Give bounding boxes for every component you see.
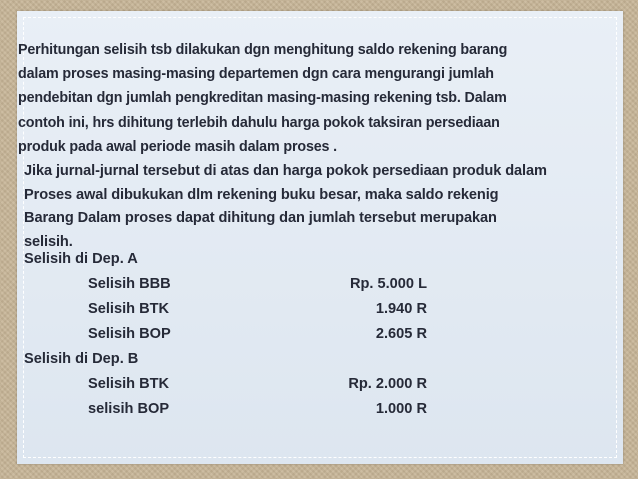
dept-a-row-amount: 1.940 R — [375, 301, 427, 317]
dept-a-heading: Selisih di Dep. A — [24, 251, 138, 267]
dept-a-row-amount: Rp. 5.000 L — [349, 276, 427, 292]
dept-b-row-amount: 1.000 R — [375, 401, 427, 417]
paragraph-intro: Perhitungan selisih tsb dilakukan dgn menghitung saldo rekening barang dalam proses masing-masing departemen dgn cara mengurangi jumlah pendebitan dgn jumlah pengkreditan masing-masing rekening tsb. Dalam contoh ini, hrs dihitung terlebih dahulu harga pokok taksiran persediaan produk pada awal periode masih dalam proses . — [18, 42, 508, 155]
paragraph-explanation: Jika jurnal-jurnal tersebut di atas dan harga pokok persediaan produk dalam Proses awal dibukukan dlm rekening buku besar, maka saldo rekenig Barang Dalam proses dapat dihitung dan jumlah tersebut merupakan selisih. — [24, 163, 547, 250]
dept-b-row-amount: Rp. 2.000 R — [348, 376, 427, 392]
dept-a-row-amount: 2.605 R — [375, 326, 427, 342]
dept-a-row-label: Selisih BOP — [88, 326, 171, 342]
dept-a-row-label: Selisih BTK — [88, 301, 170, 317]
dept-a-row-label: Selisih BBB — [88, 276, 171, 292]
dept-b-row-label: selisih BOP — [88, 401, 170, 417]
dept-b-heading: Selisih di Dep. B — [24, 351, 139, 367]
dept-b-row-label: Selisih BTK — [88, 376, 170, 392]
